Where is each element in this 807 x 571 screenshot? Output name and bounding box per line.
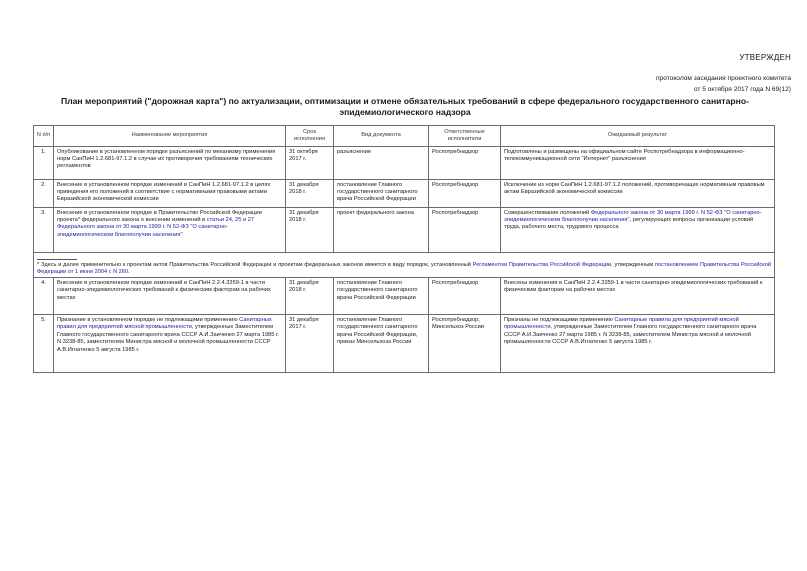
row-executors: Роспотребнадзор, Минсельхоз России bbox=[429, 315, 501, 373]
roadmap-table bbox=[33, 125, 775, 373]
table-row bbox=[34, 278, 775, 315]
rules-link[interactable]: Санитарных правил для предприятий мясной промышленности bbox=[57, 316, 272, 331]
table-header-row bbox=[34, 126, 775, 147]
row-measure: Опубликование в установленном порядке разъяснений по механизму применения норм СанПиН 1.2.681-97.1.2 в случае их противоречия требованиям технических регламентов bbox=[54, 147, 286, 180]
result-text: Совершенствование положений bbox=[504, 209, 591, 216]
measure-text: , утвержденных Заместителем Главного государственного санитарного врача СССР А.И.Заиченко 27 марта 1985 г. N 3238-85, заместителем Министра мясной и молочной промышленности СССР А.В.Игнатенко 5 августа 1985 г. bbox=[57, 324, 279, 353]
row-measure: Внесение в установленном порядке изменений в СанПиН 1.2.681-97.1.2 в целях приведения его положений в соответствие с нормативными правовыми актами Евразийской экономической комиссии bbox=[54, 180, 286, 208]
result-text: , регулирующих вопросы организации условий труда, рабочего места, трудового процесса bbox=[504, 216, 754, 231]
row-executors: Роспотребнадзор bbox=[429, 278, 501, 315]
row-num: 3. bbox=[34, 208, 54, 253]
row-result: Подготовлены и размещены на официальном сайте Роспотребнадзора в информационно-телекоммуникационной сети "Интернет" разъяснения bbox=[501, 147, 775, 180]
row-num: 4. bbox=[34, 278, 54, 315]
law-link[interactable]: статьи 24, 25 и 27 Федерального закона от 30 марта 1999 г. N 52-ФЗ "О санитарно-эпидемиологическом благополучии населения" bbox=[57, 216, 255, 238]
row-deadline: 31 декабря 2018 г. bbox=[286, 208, 334, 253]
footnote-row bbox=[34, 253, 775, 278]
header-deadline: Срок исполнения bbox=[286, 126, 334, 147]
footnote-divider bbox=[37, 259, 77, 260]
law-link[interactable]: Федерального закона от 30 марта 1999 г. N 52-ФЗ "О санитарно-эпидемиологическом благополучии населения" bbox=[504, 209, 762, 223]
row-deadline: 31 октября 2017 г. bbox=[286, 147, 334, 180]
header-executors: Ответственные исполнители bbox=[429, 126, 501, 147]
approval-protocol: протоколом заседания проектного комитета bbox=[655, 75, 791, 82]
row-deadline: 31 декабря 2018 г. bbox=[286, 278, 334, 315]
row-doctype: постановление Главного государственного санитарного врача Российской Федерации bbox=[334, 180, 429, 208]
result-text: Признаны не подлежащими применению bbox=[504, 316, 615, 323]
table-row bbox=[34, 180, 775, 208]
row-result bbox=[501, 315, 775, 373]
row-executors: Роспотребнадзор bbox=[429, 180, 501, 208]
row-num: 2. bbox=[34, 180, 54, 208]
footnote-part: . bbox=[128, 268, 130, 275]
row-doctype: проект федерального закона bbox=[334, 208, 429, 253]
row-deadline: 31 декабря 2017 г. bbox=[286, 315, 334, 373]
row-doctype: постановление Главного государственного санитарного врача Российской Федерации, приказ Минсельхоза России bbox=[334, 315, 429, 373]
row-measure bbox=[54, 315, 286, 373]
approval-stamp: УТВЕРЖДЕН bbox=[739, 53, 791, 62]
header-measure: Наименование мероприятия bbox=[54, 126, 286, 147]
row-measure: Внесение в установленном порядке изменений в СанПиН 2.2.4.3359-1 в части санитарно-эпидемиологических требований к физическим факторам на рабочих местах bbox=[54, 278, 286, 315]
row-executors: Роспотребнадзор bbox=[429, 147, 501, 180]
table-row bbox=[34, 208, 775, 253]
rules-link[interactable]: Санитарные правила для предприятий мясной промышленности bbox=[504, 316, 739, 331]
row-deadline: 31 декабря 2018 г. bbox=[286, 180, 334, 208]
table-row bbox=[34, 315, 775, 373]
measure-text: Признание в установленном порядке не подлежащими применению bbox=[57, 316, 240, 323]
reglament-link[interactable]: Регламентом Правительства Российской Федерации bbox=[472, 261, 612, 268]
row-doctype: разъяснение bbox=[334, 147, 429, 180]
row-measure bbox=[54, 208, 286, 253]
header-num: N п/п bbox=[34, 126, 54, 147]
result-text: , утвержденные Заместителем Главного государственного санитарного врача СССР А.И.Заиченко 27 марта 1985 г. N 3238-85, заместителем Министра мясной и молочной промышленности СССР А.В.Игнатенко 5 августа 1985 г. bbox=[504, 324, 757, 346]
header-result: Ожидаемый результат bbox=[501, 126, 775, 147]
document-title: План мероприятий ("дорожная карта") по актуализации, оптимизации и отмене обязательных требований в сфере федерального государственного санитарно-эпидемиологического надзора bbox=[61, 96, 749, 117]
footnote-part: , утвержденным bbox=[611, 261, 655, 268]
row-result: Исключение из норм СанПиН 1.2.681-97.1.2 положений, противоречащих нормативным правовым актам Евразийской экономической комиссии bbox=[501, 180, 775, 208]
measure-text: Внесение в установленном порядке в Правительство Российской Федерации проекта* федерального закона о внесении изменений в bbox=[57, 209, 262, 223]
row-num: 5. bbox=[34, 315, 54, 373]
approval-date: от 5 октября 2017 года N 69(12) bbox=[693, 86, 791, 93]
decree-link[interactable]: постановлением Правительства Российской Федерации от 1 июня 2004 г. N 260 bbox=[37, 261, 771, 275]
row-result: Внесены изменения в СанПиН 2.2.4.3359-1 в части санитарно-эпидемиологических требований к физическим факторам на рабочих местах bbox=[501, 278, 775, 315]
row-result bbox=[501, 208, 775, 253]
row-doctype: постановление Главного государственного санитарного врача Российской Федерации bbox=[334, 278, 429, 315]
row-num: 1. bbox=[34, 147, 54, 180]
footnote-text bbox=[37, 262, 771, 276]
header-doctype: Вид документа bbox=[334, 126, 429, 147]
row-executors: Роспотребнадзор bbox=[429, 208, 501, 253]
table-row bbox=[34, 147, 775, 180]
footnote-cell bbox=[34, 253, 775, 278]
footnote-part: * Здесь и далее применительно к проектам актов Правительства Российской Федерации и проектам федеральных законов имеется в виду порядок, установленный bbox=[37, 261, 473, 268]
